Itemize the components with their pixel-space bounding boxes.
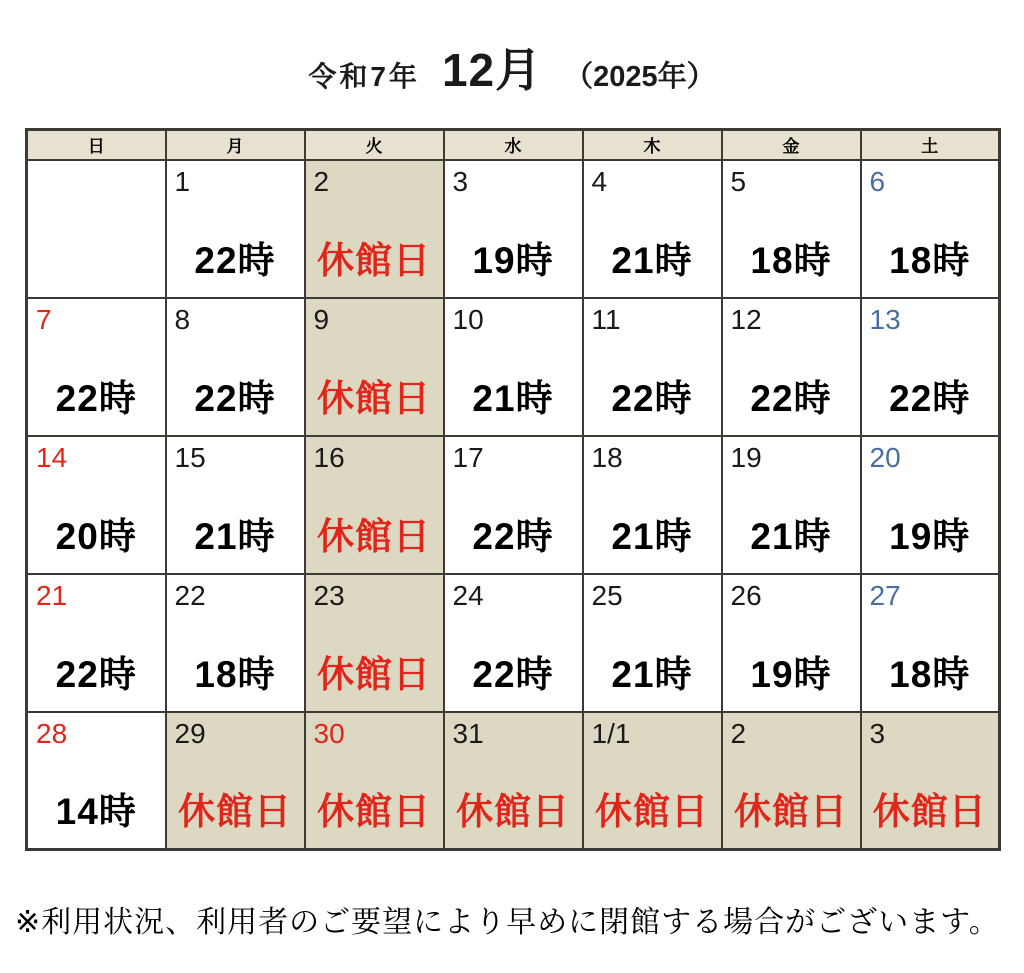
calendar-cell [27, 712, 166, 850]
date-number: 25 [591, 579, 623, 611]
date-number: 19 [730, 441, 762, 473]
closing-time-label: 21時 [750, 515, 832, 557]
calendar-cell [305, 436, 444, 574]
date-number: 12 [730, 303, 762, 335]
date-number: 7 [36, 303, 52, 335]
date-number: 28 [36, 717, 68, 749]
date-number: 18 [591, 441, 623, 473]
closed-day-label: 休館日 [317, 791, 431, 832]
date-number: 6 [869, 165, 886, 197]
closed-day-label: 休館日 [317, 377, 431, 419]
date-number: 2 [313, 165, 330, 197]
closing-time-label: 14時 [55, 791, 137, 832]
date-number: 5 [730, 165, 747, 197]
date-number: 2 [730, 717, 747, 749]
closing-time-label: 19時 [472, 239, 554, 281]
calendar-cell [305, 298, 444, 436]
month-label: 12月 [441, 44, 543, 96]
closing-time-label: 22時 [194, 377, 276, 419]
calendar-cell [444, 574, 583, 712]
closing-time-label: 21時 [194, 515, 276, 557]
closed-day-label: 休館日 [317, 515, 431, 557]
calendar-cell [583, 160, 722, 298]
calendar-week-row-0 [27, 160, 1000, 298]
calendar-cell [722, 160, 861, 298]
calendar-cell [166, 712, 305, 850]
date-number: 16 [313, 441, 345, 473]
calendar-week-row-3 [27, 574, 1000, 712]
western-year-label: （2025年） [564, 61, 716, 93]
calendar-cell [27, 298, 166, 436]
calendar-cell [305, 712, 444, 850]
date-number: 11 [591, 303, 621, 335]
weekday-header-row [27, 130, 1000, 160]
closing-time-label: 21時 [472, 377, 554, 419]
calendar-cell [27, 574, 166, 712]
calendar-cell [166, 436, 305, 574]
closed-day-label: 休館日 [456, 791, 570, 832]
calendar-week-row-4 [27, 712, 1000, 850]
date-number: 4 [591, 165, 608, 197]
weekday-header-5: 金 [722, 130, 861, 160]
calendar-cell [305, 574, 444, 712]
closing-time-label: 19時 [750, 653, 832, 695]
weekday-header-3: 水 [444, 130, 583, 160]
date-number: 1/1 [591, 717, 631, 749]
closed-day-label: 休館日 [178, 791, 292, 832]
weekday-header-4: 木 [583, 130, 722, 160]
calendar-table [25, 128, 1001, 851]
calendar-cell [305, 160, 444, 298]
date-number: 10 [452, 303, 484, 335]
date-number: 31 [452, 717, 484, 749]
date-number: 21 [36, 579, 68, 611]
calendar-week-row-2 [27, 436, 1000, 574]
calendar-cell [583, 298, 722, 436]
calendar-cell [27, 436, 166, 574]
closing-time-label: 22時 [750, 377, 832, 419]
date-number: 13 [869, 303, 901, 335]
date-number: 26 [730, 579, 762, 611]
closed-day-label: 休館日 [317, 239, 431, 281]
calendar-cell [583, 436, 722, 574]
calendar-cell [722, 712, 861, 850]
calendar-cell [166, 574, 305, 712]
calendar-cell [861, 436, 1000, 574]
date-number: 20 [869, 441, 901, 473]
date-number: 14 [36, 441, 68, 473]
date-number: 23 [313, 579, 345, 611]
calendar-cell [27, 160, 166, 298]
calendar-cell [583, 574, 722, 712]
closing-time-label: 19時 [889, 515, 971, 557]
calendar-cell [444, 160, 583, 298]
closing-time-label: 21時 [611, 653, 693, 695]
calendar-cell [583, 712, 722, 850]
weekday-header-1: 月 [166, 130, 305, 160]
calendar-cell [861, 298, 1000, 436]
closing-time-label: 22時 [889, 377, 971, 419]
closing-time-label: 22時 [55, 653, 137, 695]
date-number: 29 [174, 717, 206, 749]
page-title [0, 0, 1024, 100]
date-number: 15 [174, 441, 206, 473]
closing-time-label: 18時 [750, 239, 832, 281]
weekday-header-0: 日 [27, 130, 166, 160]
closed-day-label: 休館日 [595, 791, 709, 832]
weekday-header-6: 土 [861, 130, 1000, 160]
calendar-cell [722, 574, 861, 712]
date-number: 30 [313, 717, 345, 749]
footer-note: ※利用状況、利用者のご要望により早めに閉館する場合がございます。 [15, 906, 1000, 939]
date-number: 17 [452, 441, 484, 473]
closing-time-label: 18時 [194, 653, 276, 695]
closing-time-label: 18時 [889, 239, 971, 281]
date-number: 22 [174, 579, 206, 611]
closing-time-label: 22時 [55, 377, 137, 419]
closing-time-label: 18時 [889, 653, 971, 695]
date-number: 27 [869, 579, 901, 611]
closed-day-label: 休館日 [734, 791, 848, 832]
date-number: 8 [174, 303, 191, 335]
closing-time-label: 22時 [194, 239, 276, 281]
calendar-week-row-1 [27, 298, 1000, 436]
closing-time-label: 21時 [611, 515, 693, 557]
closing-time-label: 22時 [611, 377, 693, 419]
closing-time-label: 22時 [472, 653, 554, 695]
calendar-cell [861, 574, 1000, 712]
closed-day-label: 休館日 [872, 791, 987, 832]
date-number: 3 [452, 165, 469, 197]
calendar-cell [166, 160, 305, 298]
closing-time-label: 21時 [611, 239, 693, 281]
date-number: 9 [313, 303, 330, 335]
date-number: 24 [452, 579, 484, 611]
calendar-cell [722, 436, 861, 574]
calendar-cell [722, 298, 861, 436]
calendar-cell [166, 298, 305, 436]
era-year-label: 令和7年 [308, 61, 420, 92]
weekday-header-2: 火 [305, 130, 444, 160]
calendar-cell [444, 298, 583, 436]
calendar-cell [444, 712, 583, 850]
date-number: 3 [869, 717, 886, 749]
closed-day-label: 休館日 [317, 653, 431, 695]
calendar-cell [444, 436, 583, 574]
closing-time-label: 22時 [472, 515, 554, 557]
closing-time-label: 20時 [55, 515, 137, 557]
calendar-cell [861, 712, 1000, 850]
calendar-cell [861, 160, 1000, 298]
date-number: 1 [174, 165, 191, 197]
